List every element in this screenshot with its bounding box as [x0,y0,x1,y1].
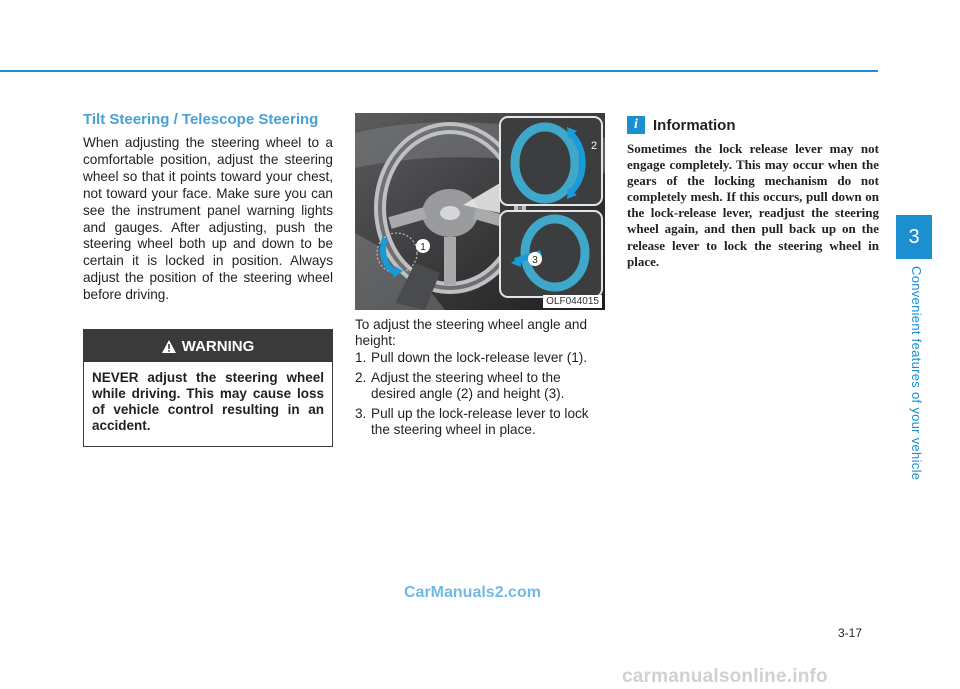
warning-triangle-icon [162,340,176,353]
callout-2: 2 [591,140,598,152]
steering-wheel-illustration [355,113,605,310]
list-item: 1. Pull down the lock-release lever (1). [355,350,588,365]
callout-3: 3 [532,255,538,266]
list-item: 3. Pull up the lock-release lever to lock the steering wheel in place. [355,406,589,437]
warning-header [84,330,332,362]
instructions-intro: To adjust the steering wheel angle and height: [355,317,588,348]
steering-wheel-figure [355,113,605,310]
information-header [627,116,736,134]
section-title: Tilt Steering / Telescope Steering [83,111,319,128]
page-number: 3-17 [838,626,863,640]
figure-code: OLF044015 [543,295,602,308]
header-rule [0,70,878,72]
chapter-title: Convenient features of your vehicle [909,266,924,481]
callout-1: 1 [420,242,426,253]
warning-box [83,329,333,447]
warning-text: NEVER adjust the steering wheel while driving. This may cause loss of vehicle control resulting in an accident. [92,370,324,433]
watermark-primary[interactable]: CarManuals2.com [404,584,541,601]
list-item: 2. Adjust the steering wheel to the desired angle (2) and height (3). [355,370,565,401]
info-icon: i [627,116,645,134]
warning-title: WARNING [181,337,255,355]
information-title: Information [653,116,736,134]
chapter-number-tab: 3 [896,215,932,259]
section-body: When adjusting the steering wheel to a comfortable position, adjust the steering wheel so that it points toward your chest, not toward your face. Make sure you can see the instrument panel warning lights and gauges. After adjusting, push the steering wheel both up and down to be certain it is locked in position. Always adjust the position of the steering wheel before driving. [83,135,333,303]
information-text: Sometimes the lock release lever may not engage completely. This may occur when the gears of the locking mechanism do not completely mesh. If this occurs, pull down on the lock-release lever, readjust the steering wheel again, and then pull back up on the release lever to lock the steering wheel in place. [627,141,879,269]
instruction-steps [355,350,605,442]
watermark-secondary[interactable]: carmanualsonline.info [622,666,828,687]
